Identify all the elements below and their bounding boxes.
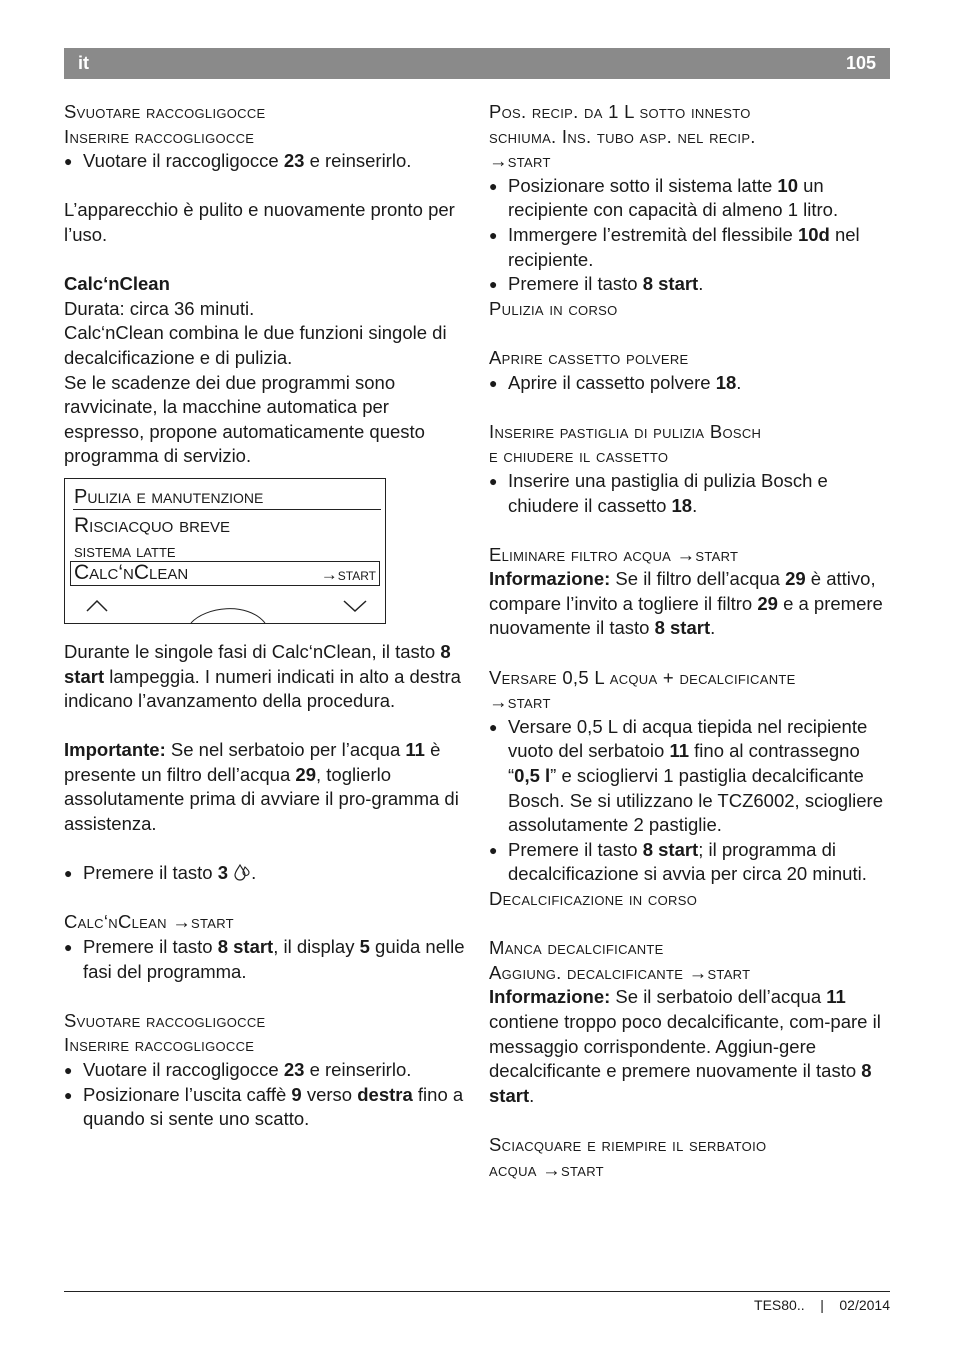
display-message: acqua →start (489, 1158, 604, 1180)
display-message: Manca decalcificante (489, 937, 664, 959)
display-message: Calc‘nClean →start (64, 911, 234, 933)
page-number: 105 (845, 53, 876, 73)
model-code: TES80.. (754, 1297, 805, 1313)
display-navigation (65, 597, 385, 623)
right-column (489, 100, 891, 1182)
bullet-item: ● Inserire una pastiglia di pulizia Bosch e chiudere il cassetto 18. (489, 469, 891, 518)
display-message: Aggiung. decalcificante →start (489, 961, 751, 983)
bullet-item: ● Posizionare l’uscita caffè 9 verso destra fino a quando si sente uno scatto. (64, 1083, 468, 1132)
paragraph: Calc‘nClean combina le due funzioni singole di decalcificazione e di pulizia. (64, 322, 447, 368)
rotary-knob-arc (191, 609, 265, 623)
display-message: Aprire cassetto polvere (489, 346, 689, 368)
section-heading: Calc‘nClean (64, 273, 170, 295)
display-divider (73, 509, 381, 510)
display-message: Sciacquare e riempire il serbatoio (489, 1133, 767, 1155)
bullet-item: ● Vuotare il raccogligocce 23 e reinserirlo. (64, 1058, 468, 1083)
footer-separator: | (820, 1297, 824, 1313)
display-message: schiuma. Ins. tubo asp. nel recip. (489, 125, 756, 147)
display-message: Eliminare filtro acqua →start (489, 543, 739, 565)
page-header-bar (64, 48, 890, 79)
bullet-item: ● Immergere l’estremità del flessibile 10d nel recipiente. (489, 223, 891, 272)
down-arrow-icon (344, 601, 366, 611)
paragraph: Se le scadenze dei due programmi sono ravvicinate, la macchine automatica per espresso, propone automaticamente questo programma di servizio. (64, 371, 425, 467)
up-arrow-icon (87, 601, 107, 611)
display-message: Inserire pastiglia di pulizia Bosch (489, 420, 762, 442)
bullet-item: ● Posizionare sotto il sistema latte 10 un recipiente con capacità di almeno 1 litro. (489, 174, 891, 223)
language-label: it (78, 53, 89, 73)
bullet-item: ● Premere il tasto 8 start. (489, 272, 891, 297)
paragraph: L’apparecchio è pulito e nuovamente pronto per l’uso. (64, 199, 455, 245)
bullet-item: ● Vuotare il raccogligocce 23 e reinserirlo. (64, 149, 468, 174)
display-selected-option: Calc‘nClean →start (70, 561, 380, 586)
display-message: Decalcificazione in corso (489, 888, 698, 909)
display-message: Inserire raccogligocce (64, 125, 255, 147)
left-column (64, 100, 468, 1132)
bullet-item: ● Aprire il cassetto polvere 18. (489, 371, 891, 396)
display-message: Pos. recip. da 1 L sotto innesto (489, 101, 751, 122)
display-option: Risciacquo breve (74, 513, 231, 537)
display-message: Versare 0,5 L acqua + decalcificante (489, 666, 796, 688)
maintenance-drops-icon (233, 863, 251, 881)
info-note: Informazione: Se il serbatoio dell’acqua 11 contiene troppo poco decalcificante, com-pare il messaggio corrispondente. Aggiun-gere decalcificante e premere nuovamente il tasto 8 start. (489, 986, 881, 1106)
display-message: →start (489, 691, 551, 713)
display-message: →start (489, 150, 551, 172)
display-message: Inserire raccogligocce (64, 1034, 255, 1056)
paragraph: Durante le singole fasi di Calc‘nClean, il tasto 8 start lampeggia. I numeri indicati in alto a destra indicano l’avanzamento della procedura. (64, 640, 461, 712)
bullet-item: ● Premere il tasto 8 start, il display 5 guida nelle fasi del programma. (64, 935, 468, 984)
important-note: Importante: Se nel serbatoio per l’acqua 11 è presente un filtro dell’acqua 29, toglierlo assolutamente prima di avviare il pro-gramma di assistenza. (64, 739, 459, 835)
info-note: Informazione: Se il filtro dell’acqua 29 è attivo, compare l’invito a togliere il filtro 29 e a premere nuovamente il tasto 8 start. (489, 568, 883, 639)
display-message: Svuotare raccogligocce (64, 1009, 266, 1031)
display-screen (64, 478, 386, 624)
bullet-item: ● Premere il tasto 3 . (64, 861, 468, 886)
display-message: e chiudere il cassetto (489, 445, 669, 467)
display-title: Pulizia e manutenzione (74, 485, 264, 508)
bullet-item: ● Versare 0,5 L di acqua tiepida nel recipiente vuoto del serbatoio 11 fino al contrassegno “0,5 l” e sciogliervi 1 pastiglia decalcificante Bosch. Se si utilizzano le TCZ6002, sciogliere assolutamente 2 pastiglie. (489, 715, 891, 838)
footer (754, 1297, 890, 1313)
edition-date: 02/2014 (839, 1297, 890, 1313)
display-message: Pulizia in corso (489, 297, 618, 319)
display-action: →start (320, 564, 376, 584)
bullet-item: ● Premere il tasto 8 start; il programma di decalcificazione si avvia per circa 20 minuti. (489, 838, 891, 887)
footer-divider (64, 1291, 890, 1292)
paragraph: Durata: circa 36 minuti. (64, 297, 255, 319)
display-message: Svuotare raccogligocce (64, 101, 266, 122)
display-option-sub: sistema latte (74, 540, 176, 561)
